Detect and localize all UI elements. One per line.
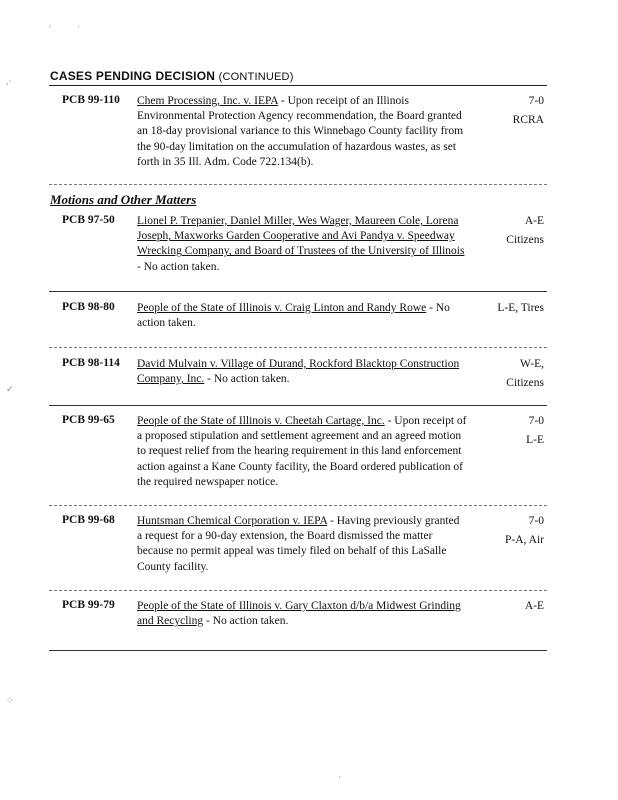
scan-speck: ,· (6, 76, 12, 86)
case-title: David Mulvain v. Village of Durand, Rockford Blacktop Construction Company, Inc. (137, 358, 460, 386)
case-text: - Upon receipt of an Illinois Environmental Protection Agency recommendation, the Board granted an 18-day provisional variance to this Winnebago County facility from the 90-day limitation on the accumulation of hazardous wastes, as set forth in 35 Ill. Adm. Code 722.134(b). (137, 95, 464, 168)
vote-value: 7-0 (528, 95, 544, 107)
vote-category: Citizens (506, 234, 544, 247)
section-title: CASES PENDING DECISION (50, 69, 216, 83)
vote-value: 7-0 (528, 515, 544, 527)
case-vote (464, 214, 544, 248)
case-number: PCB 99-79 (62, 599, 115, 611)
case-vote (464, 514, 544, 548)
case-number: PCB 98-114 (62, 357, 120, 369)
entry-rule (49, 184, 547, 185)
case-vote (464, 94, 544, 128)
scan-speck: ' (78, 24, 80, 34)
entry-rule (49, 291, 547, 292)
case-description (137, 514, 467, 575)
section-heading (50, 69, 294, 83)
case-description (137, 599, 467, 629)
scan-speck: ⁘ (6, 695, 14, 705)
case-title: Chem Processing, Inc. v. IEPA (137, 95, 278, 107)
case-number: PCB 99-65 (62, 414, 115, 426)
scan-speck: · (338, 772, 341, 782)
case-number: PCB 98-80 (62, 301, 115, 313)
vote-category: L-E (526, 434, 544, 447)
case-vote (464, 357, 544, 391)
case-text: - No action taken. (137, 260, 220, 273)
case-description (137, 414, 467, 490)
case-text: - No action taken. (204, 373, 290, 386)
case-vote (464, 301, 544, 316)
case-vote (464, 414, 544, 448)
section-continued: (CONTINUED) (218, 71, 294, 83)
case-title: Lionel P. Trepanier, Daniel Miller, Wes Wager, Maureen Cole, Lorena Joseph, Maxworks Garden Cooperative and Avi Pandya v. Speedway Wrecking Company, and Board of Trustees of the University of Illinois (137, 215, 465, 258)
case-title: People of the State of Illinois v. Cheetah Cartage, Inc. (137, 415, 385, 427)
case-vote (464, 599, 544, 614)
case-description (137, 301, 467, 331)
case-description (137, 214, 467, 275)
case-title: People of the State of Illinois v. Craig Linton and Randy Rowe (137, 302, 427, 314)
entry-rule (49, 505, 547, 506)
case-number: PCB 97-50 (62, 214, 115, 226)
case-text: - No action taken. (137, 302, 450, 330)
entry-rule (49, 590, 547, 591)
case-text: - No action taken. (203, 615, 289, 628)
entry-rule (49, 650, 547, 651)
scan-speck: ✓ (6, 384, 14, 394)
heading-rule (49, 85, 547, 86)
case-title: Huntsman Chemical Corporation v. IEPA (137, 515, 328, 527)
case-description (137, 94, 467, 170)
case-text: - Having previously granted a request for a 90-day extension, the Board dismissed the matter because no permit appeal was timely filed on behalf of this LaSalle County facility. (137, 515, 460, 573)
case-number: PCB 99-110 (62, 94, 120, 106)
vote-value: L-E, Tires (497, 302, 544, 314)
subsection-heading: Motions and Other Matters (50, 192, 197, 207)
vote-value: A-E (524, 215, 544, 227)
entry-rule (49, 347, 547, 348)
entry-rule (49, 405, 547, 406)
vote-value: A-E (524, 600, 544, 612)
scan-speck: ' (49, 24, 51, 34)
vote-value: W-E, (520, 358, 544, 370)
case-number: PCB 99-68 (62, 514, 115, 526)
vote-category: P-A, Air (505, 534, 544, 547)
case-title: People of the State of Illinois v. Gary Claxton d/b/a Midwest Grinding and Recycling (137, 600, 461, 628)
vote-category: RCRA (512, 114, 544, 127)
case-description (137, 357, 467, 387)
case-text: - Upon receipt of a proposed stipulation and settlement agreement and an agreed motion to request relief from the hearing requirement in this land enforcement action against a Kane County facility, the Board ordered publication of the required newspaper notice. (137, 415, 467, 488)
vote-value: 7-0 (528, 415, 544, 427)
vote-category: Citizens (506, 377, 544, 390)
